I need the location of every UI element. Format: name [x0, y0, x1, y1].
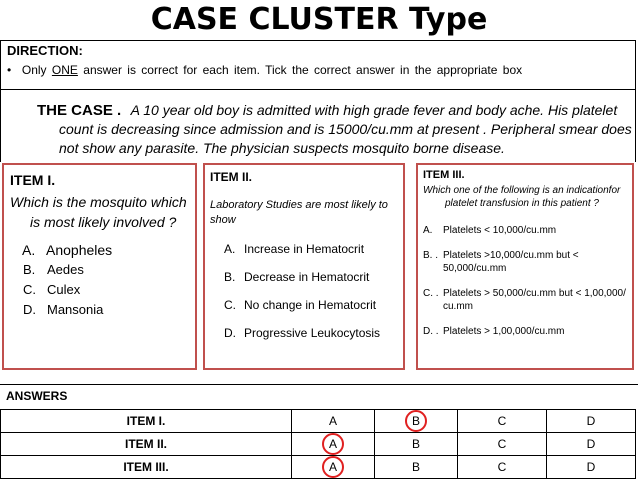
- answer-option: A: [328, 460, 337, 474]
- direction-box: [0, 40, 636, 90]
- item-3-question: Which one of the following is an indicationfor platelet transfusion in this patient ?: [423, 185, 621, 209]
- answer-option: D: [586, 414, 596, 428]
- option-letter: B.: [224, 270, 236, 284]
- case-text: A 10 year old boy is admitted with high grade fever and body ache. His platelet count is decreasing since admission and is 15000/cu.mm at present . Peripheral smear does not show any parasite. The physician suspects mosquito borne disease.: [59, 102, 632, 156]
- option-text: Culex: [47, 282, 81, 297]
- direction-text-underlined: ONE: [51, 63, 78, 77]
- direction-text-after: answer is correct for each item. Tick the correct answer in the appropriate box: [83, 63, 523, 77]
- answer-mark-circle: [405, 410, 427, 432]
- answer-row-label: ITEM III.: [1, 456, 292, 479]
- answer-row-label: ITEM II.: [1, 433, 292, 456]
- item-1-option-b: [10, 260, 195, 280]
- answer-cell-c[interactable]: [457, 433, 546, 456]
- answer-cell-d[interactable]: [546, 410, 635, 433]
- item-3-heading: ITEM III.: [423, 169, 465, 181]
- answer-row-item-2: [1, 433, 636, 456]
- answer-option: B: [411, 437, 420, 451]
- option-text: Platelets < 10,000/cu.mm: [443, 225, 557, 236]
- option-text: Platelets > 50,000/cu.mm but < 1,00,000/ cu.mm: [443, 288, 626, 312]
- answer-mark-circle: [322, 433, 344, 455]
- answer-cell-d[interactable]: [546, 456, 635, 479]
- item-2-heading: ITEM II.: [210, 170, 252, 184]
- answer-cell-b[interactable]: [374, 410, 457, 433]
- item-1-option-a: [10, 240, 195, 260]
- answer-option: D: [586, 460, 596, 474]
- option-letter: A.: [224, 242, 236, 256]
- direction-text: [7, 63, 522, 77]
- option-letter: B.: [23, 262, 36, 277]
- option-text: Platelets >10,000/cu.mm but < 50,000/cu.mm: [443, 250, 579, 274]
- option-text: Increase in Hematocrit: [244, 242, 365, 256]
- case-paragraph: [37, 101, 638, 158]
- answer-cell-b[interactable]: [374, 433, 457, 456]
- item-2-option-a: [210, 242, 403, 256]
- item-3-option-d: [423, 325, 632, 338]
- answer-option: B: [411, 414, 420, 428]
- option-letter: D.: [23, 302, 36, 317]
- answer-cell-c[interactable]: [457, 456, 546, 479]
- option-text: Mansonia: [47, 302, 104, 317]
- item-2-option-b: [210, 270, 403, 284]
- item-1-option-c: [10, 280, 195, 300]
- item-2-option-d: [210, 326, 403, 340]
- option-text: Decrease in Hematocrit: [244, 270, 370, 284]
- option-text: Anopheles: [46, 242, 113, 258]
- answer-cell-a[interactable]: [292, 456, 375, 479]
- option-letter: D. .: [423, 326, 439, 337]
- answer-option: C: [497, 460, 507, 474]
- option-text: Aedes: [47, 262, 84, 277]
- answer-option: D: [586, 437, 596, 451]
- item-1-heading: ITEM I.: [10, 172, 56, 188]
- answers-heading: ANSWERS: [6, 389, 68, 403]
- answer-option: A: [328, 414, 337, 428]
- direction-heading: DIRECTION:: [7, 43, 83, 58]
- option-letter: A.: [423, 225, 433, 236]
- option-letter: D.: [224, 326, 236, 340]
- item-1-option-d: [10, 300, 195, 320]
- item-1-box: [2, 163, 197, 370]
- item-3-option-a: [423, 224, 632, 237]
- case-label: THE CASE .: [37, 102, 122, 119]
- option-text: Platelets > 1,00,000/cu.mm: [443, 326, 565, 337]
- case-box: [0, 90, 636, 162]
- bullet: •: [7, 63, 12, 77]
- answer-cell-c[interactable]: [457, 410, 546, 433]
- answers-table: [0, 409, 636, 479]
- answer-cell-a[interactable]: [292, 433, 375, 456]
- option-letter: B. .: [423, 250, 439, 261]
- item-1-question: Which is the mosquito which is most likely involved ?: [10, 194, 187, 230]
- answer-row-label: ITEM I.: [1, 410, 292, 433]
- item-3-option-c: [423, 287, 632, 313]
- option-letter: C. .: [423, 288, 439, 299]
- direction-text-before: Only: [21, 63, 47, 77]
- option-letter: C.: [224, 298, 236, 312]
- answer-cell-d[interactable]: [546, 433, 635, 456]
- answer-cell-a[interactable]: [292, 410, 375, 433]
- item-2-box: [203, 163, 405, 370]
- item-2-option-c: [210, 298, 403, 312]
- option-text: Progressive Leukocytosis: [244, 326, 381, 340]
- option-letter: A.: [22, 242, 36, 258]
- page-title: CASE CLUSTER Type: [150, 2, 488, 37]
- item-3-option-b: [423, 249, 632, 275]
- answer-row-item-1: [1, 410, 636, 433]
- item-3-box: [416, 163, 634, 370]
- answer-option: C: [497, 437, 507, 451]
- answer-option: B: [411, 460, 420, 474]
- answer-mark-circle: [322, 456, 344, 478]
- item-2-question: Laboratory Studies are most likely to show: [210, 199, 388, 226]
- answer-row-item-3: [1, 456, 636, 479]
- answer-option: A: [328, 437, 337, 451]
- option-text: No change in Hematocrit: [244, 298, 377, 312]
- answers-section: [0, 384, 638, 479]
- answer-option: C: [497, 414, 507, 428]
- answer-cell-b[interactable]: [374, 456, 457, 479]
- option-letter: C.: [23, 282, 36, 297]
